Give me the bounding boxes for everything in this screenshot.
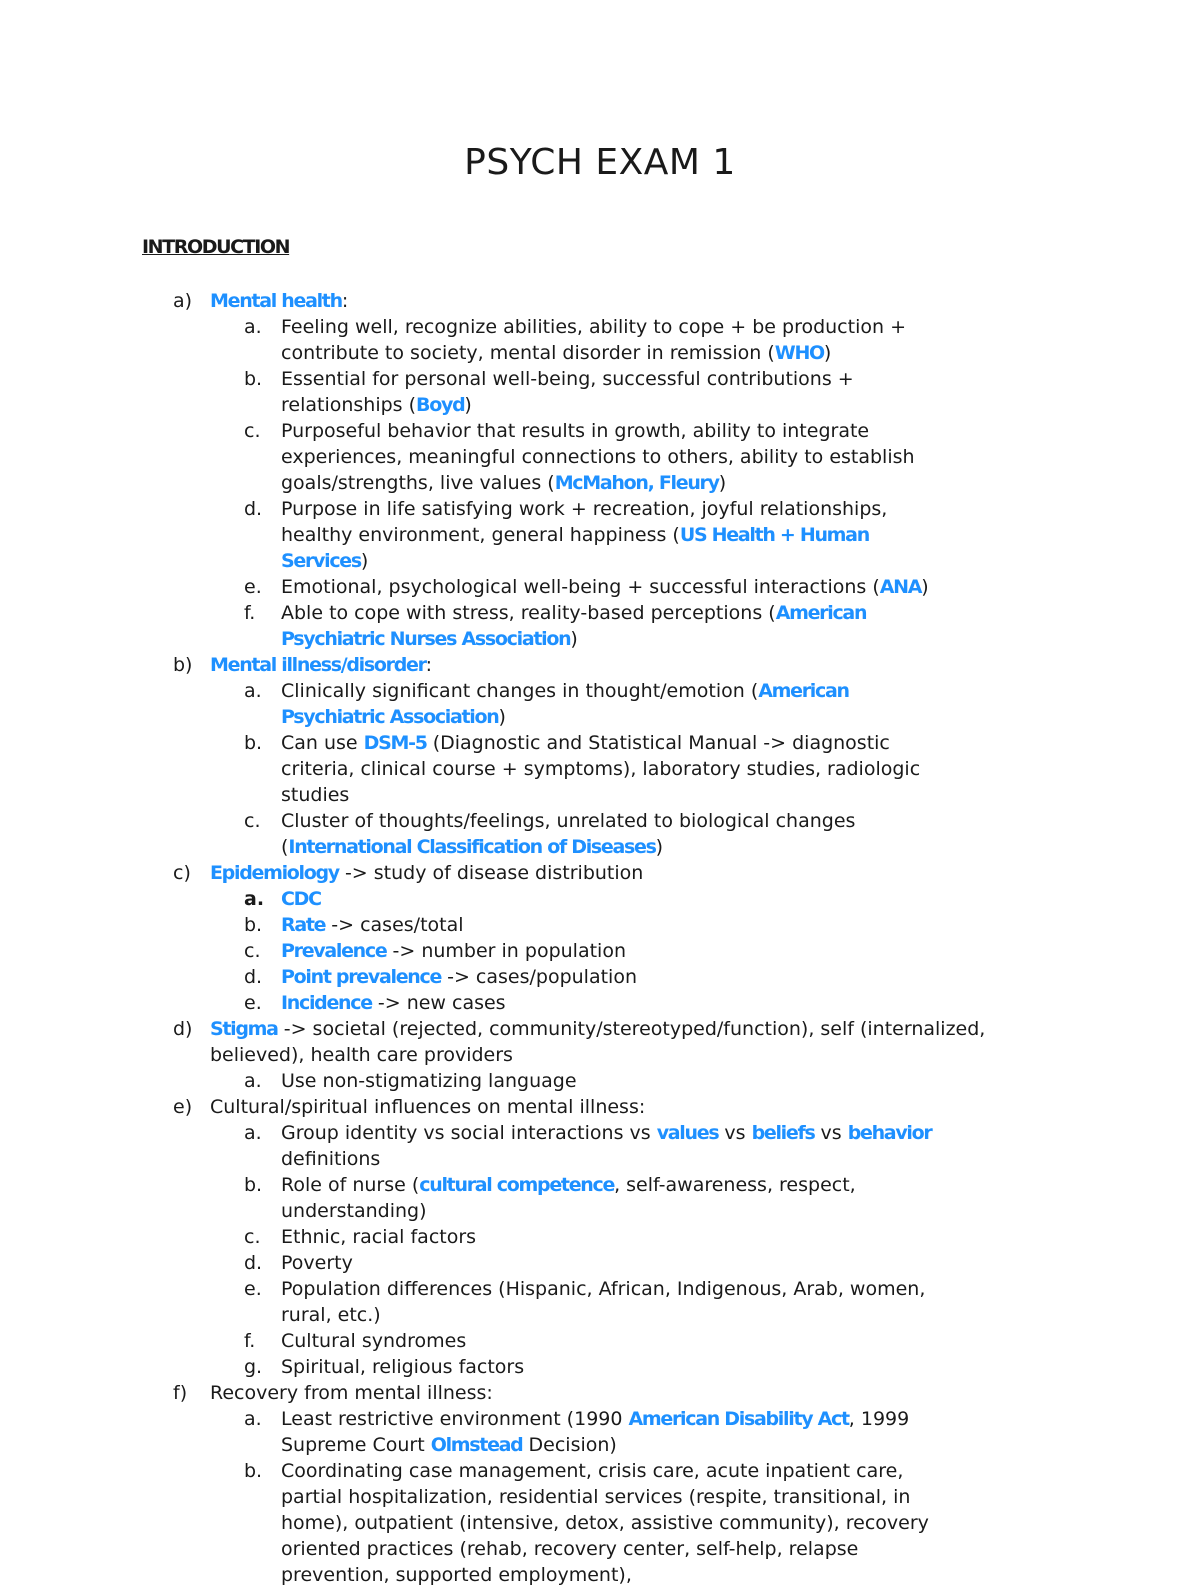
sub-marker: a. xyxy=(244,1070,262,1092)
outline-list xyxy=(0,288,1200,1588)
sub-text: Role of nurse ( xyxy=(281,1174,420,1196)
sub-item xyxy=(0,964,1070,990)
outline-item-stigma xyxy=(0,1016,1200,1094)
keyword-term: Mental health xyxy=(210,290,342,312)
sub-marker: d. xyxy=(244,966,263,988)
sub-item xyxy=(0,1068,1070,1094)
sub-text: , self-awareness, respect, understanding) xyxy=(281,1174,856,1222)
keyword-source: ANA xyxy=(879,576,922,598)
item-marker: d) xyxy=(173,1018,193,1040)
item-text: : xyxy=(425,654,433,676)
sub-text: -> new cases xyxy=(371,992,506,1014)
item-marker: e) xyxy=(173,1096,193,1118)
keyword-source: US Health + Human Services xyxy=(281,524,869,572)
keyword-term: Prevalence xyxy=(281,940,387,962)
sub-item xyxy=(0,1328,1070,1354)
section-heading-introduction: INTRODUCTION xyxy=(142,236,290,258)
sub-list xyxy=(210,678,1070,860)
sub-text: Cluster of thoughts/feelings, unrelated to biological changes ( xyxy=(281,810,856,858)
sub-list xyxy=(210,1120,1070,1380)
sub-text: Purposeful behavior that results in growth, ability to integrate experiences, meaningful connections to others, ability to establish goals/strengths, live values ( xyxy=(281,420,915,494)
item-text: -> study of disease distribution xyxy=(338,862,644,884)
sub-text: Purpose in life satisfying work + recreation, joyful relationships, healthy environment, general happiness ( xyxy=(281,498,888,546)
sub-text: ) xyxy=(498,706,506,728)
sub-text: ) xyxy=(823,342,832,364)
keyword-source: International Classification of Diseases xyxy=(288,836,656,858)
sub-marker: g. xyxy=(244,1356,263,1378)
sub-text: ) xyxy=(921,576,929,598)
sub-text: Poverty xyxy=(281,1252,353,1274)
sub-item xyxy=(0,1354,1070,1380)
sub-item xyxy=(0,730,1070,808)
sub-text: -> cases/population xyxy=(441,966,637,988)
sub-text: (Diagnostic and Statistical Manual -> diagnostic criteria, clinical course + symptoms), laboratory studies, radiologic studies xyxy=(281,732,921,806)
document-title: PSYCH EXAM 1 xyxy=(464,142,736,183)
sub-marker: a. xyxy=(244,888,265,910)
sub-item xyxy=(0,808,1070,860)
sub-text: Able to cope with stress, reality-based perceptions ( xyxy=(281,602,776,624)
item-text: Recovery from mental illness: xyxy=(210,1382,493,1404)
keyword-source: American Psychiatric Association xyxy=(281,680,849,728)
sub-marker: a. xyxy=(244,1122,262,1144)
sub-text: Spiritual, religious factors xyxy=(281,1356,525,1378)
sub-item xyxy=(0,1250,1070,1276)
keyword-source: Olmstead xyxy=(430,1434,523,1456)
sub-marker: f. xyxy=(244,1330,256,1352)
sub-text: -> number in population xyxy=(386,940,626,962)
sub-item xyxy=(0,1276,1070,1328)
outline-item-mental-health xyxy=(0,288,1200,652)
sub-marker: b. xyxy=(244,368,263,390)
sub-marker: e. xyxy=(244,1278,262,1300)
sub-text: Essential for personal well-being, successful contributions + relationships ( xyxy=(281,368,854,416)
keyword-term: Stigma xyxy=(210,1018,278,1040)
keyword-term: behavior xyxy=(847,1122,932,1144)
keyword-term: Mental illness/disorder xyxy=(210,654,426,676)
sub-item xyxy=(0,1458,1070,1588)
sub-item xyxy=(0,938,1070,964)
sub-text: ) xyxy=(570,628,578,650)
outline-item-recovery xyxy=(0,1380,1200,1588)
item-text: : xyxy=(341,290,349,312)
sub-text: vs xyxy=(718,1122,752,1144)
item-marker: f) xyxy=(173,1382,188,1404)
sub-item xyxy=(0,600,1070,652)
sub-text: Use non-stigmatizing language xyxy=(281,1070,577,1092)
sub-marker: b. xyxy=(244,914,263,936)
sub-item xyxy=(0,886,1070,912)
keyword-term: Epidemiology xyxy=(210,862,339,884)
sub-text: ) xyxy=(718,472,727,494)
sub-marker: c. xyxy=(244,1226,261,1248)
keyword-source: WHO xyxy=(774,342,824,364)
keyword-source: DSM-5 xyxy=(363,732,427,754)
sub-marker: a. xyxy=(244,1408,262,1430)
keyword-term: Incidence xyxy=(281,992,372,1014)
sub-marker: c. xyxy=(244,940,261,962)
sub-text: Decision) xyxy=(522,1434,617,1456)
sub-text: Feeling well, recognize abilities, ability to cope + be production + contribute to society, mental disorder in remission ( xyxy=(281,316,906,364)
sub-item xyxy=(0,314,1070,366)
keyword-term: beliefs xyxy=(751,1122,815,1144)
sub-text: Cultural syndromes xyxy=(281,1330,467,1352)
outline-item-mental-illness xyxy=(0,652,1200,860)
sub-text: Coordinating case management, crisis care, acute inpatient care, partial hospitalization, residential services (respite, transitional, in home), outpatient (intensive, detox, assistive community), recovery oriented practices (rehab, recovery center, self-help, relapse prevention, supported employment), xyxy=(281,1460,929,1586)
outline-item-cultural-influences xyxy=(0,1094,1200,1380)
sub-text: Can use xyxy=(281,732,364,754)
keyword-source: American Disability Act xyxy=(628,1408,849,1430)
item-marker: c) xyxy=(173,862,191,884)
sub-item xyxy=(0,366,1070,418)
sub-marker: f. xyxy=(244,602,256,624)
sub-text: Emotional, psychological well-being + successful interactions ( xyxy=(281,576,880,598)
sub-text: Population differences (Hispanic, African, Indigenous, Arab, women, rural, etc.) xyxy=(281,1278,926,1326)
sub-text: Group identity vs social interactions vs xyxy=(281,1122,657,1144)
keyword-source: McMahon, Fleury xyxy=(554,472,719,494)
keyword-source: American Psychiatric Nurses Association xyxy=(281,602,867,650)
item-marker: a) xyxy=(173,290,193,312)
sub-list xyxy=(210,314,1070,652)
sub-item xyxy=(0,1406,1070,1458)
sub-text: definitions xyxy=(281,1148,381,1170)
sub-marker: b. xyxy=(244,1174,263,1196)
sub-item xyxy=(0,1120,1070,1172)
keyword-term: values xyxy=(656,1122,719,1144)
sub-marker: a. xyxy=(244,680,262,702)
keyword-term: CDC xyxy=(281,888,321,910)
sub-marker: d. xyxy=(244,498,263,520)
sub-item xyxy=(0,496,1070,574)
sub-list xyxy=(210,886,1070,1016)
sub-text: Clinically significant changes in thought/emotion ( xyxy=(281,680,759,702)
sub-marker: c. xyxy=(244,420,261,442)
sub-item xyxy=(0,990,1070,1016)
keyword-source: Boyd xyxy=(416,394,465,416)
sub-marker: d. xyxy=(244,1252,263,1274)
keyword-term: cultural competence xyxy=(419,1174,615,1196)
sub-marker: b. xyxy=(244,732,263,754)
sub-item xyxy=(0,912,1070,938)
sub-item xyxy=(0,574,1070,600)
keyword-term: Rate xyxy=(281,914,326,936)
outline-item-epidemiology xyxy=(0,860,1200,1016)
sub-text: -> cases/total xyxy=(325,914,464,936)
sub-item xyxy=(0,1224,1070,1250)
sub-marker: e. xyxy=(244,576,262,598)
sub-item xyxy=(0,418,1070,496)
sub-text: vs xyxy=(814,1122,848,1144)
sub-marker: a. xyxy=(244,316,262,338)
sub-text: ) xyxy=(464,394,472,416)
sub-marker: b. xyxy=(244,1460,263,1482)
sub-item xyxy=(0,1172,1070,1224)
sub-text: ) xyxy=(655,836,664,858)
keyword-term: Point prevalence xyxy=(281,966,442,988)
item-text: -> societal (rejected, community/stereotyped/function), self (internalized, believed), health care providers xyxy=(210,1018,986,1066)
item-text: Cultural/spiritual influences on mental illness: xyxy=(210,1096,646,1118)
sub-text: Ethnic, racial factors xyxy=(281,1226,477,1248)
sub-text: , 1999 Supreme Court xyxy=(281,1408,910,1456)
sub-text: Least restrictive environment (1990 xyxy=(281,1408,629,1430)
sub-marker: e. xyxy=(244,992,262,1014)
item-marker: b) xyxy=(173,654,193,676)
sub-text: ) xyxy=(360,550,369,572)
sub-list xyxy=(210,1406,1070,1588)
sub-marker: c. xyxy=(244,810,261,832)
sub-list xyxy=(210,1068,1070,1094)
sub-item xyxy=(0,678,1070,730)
